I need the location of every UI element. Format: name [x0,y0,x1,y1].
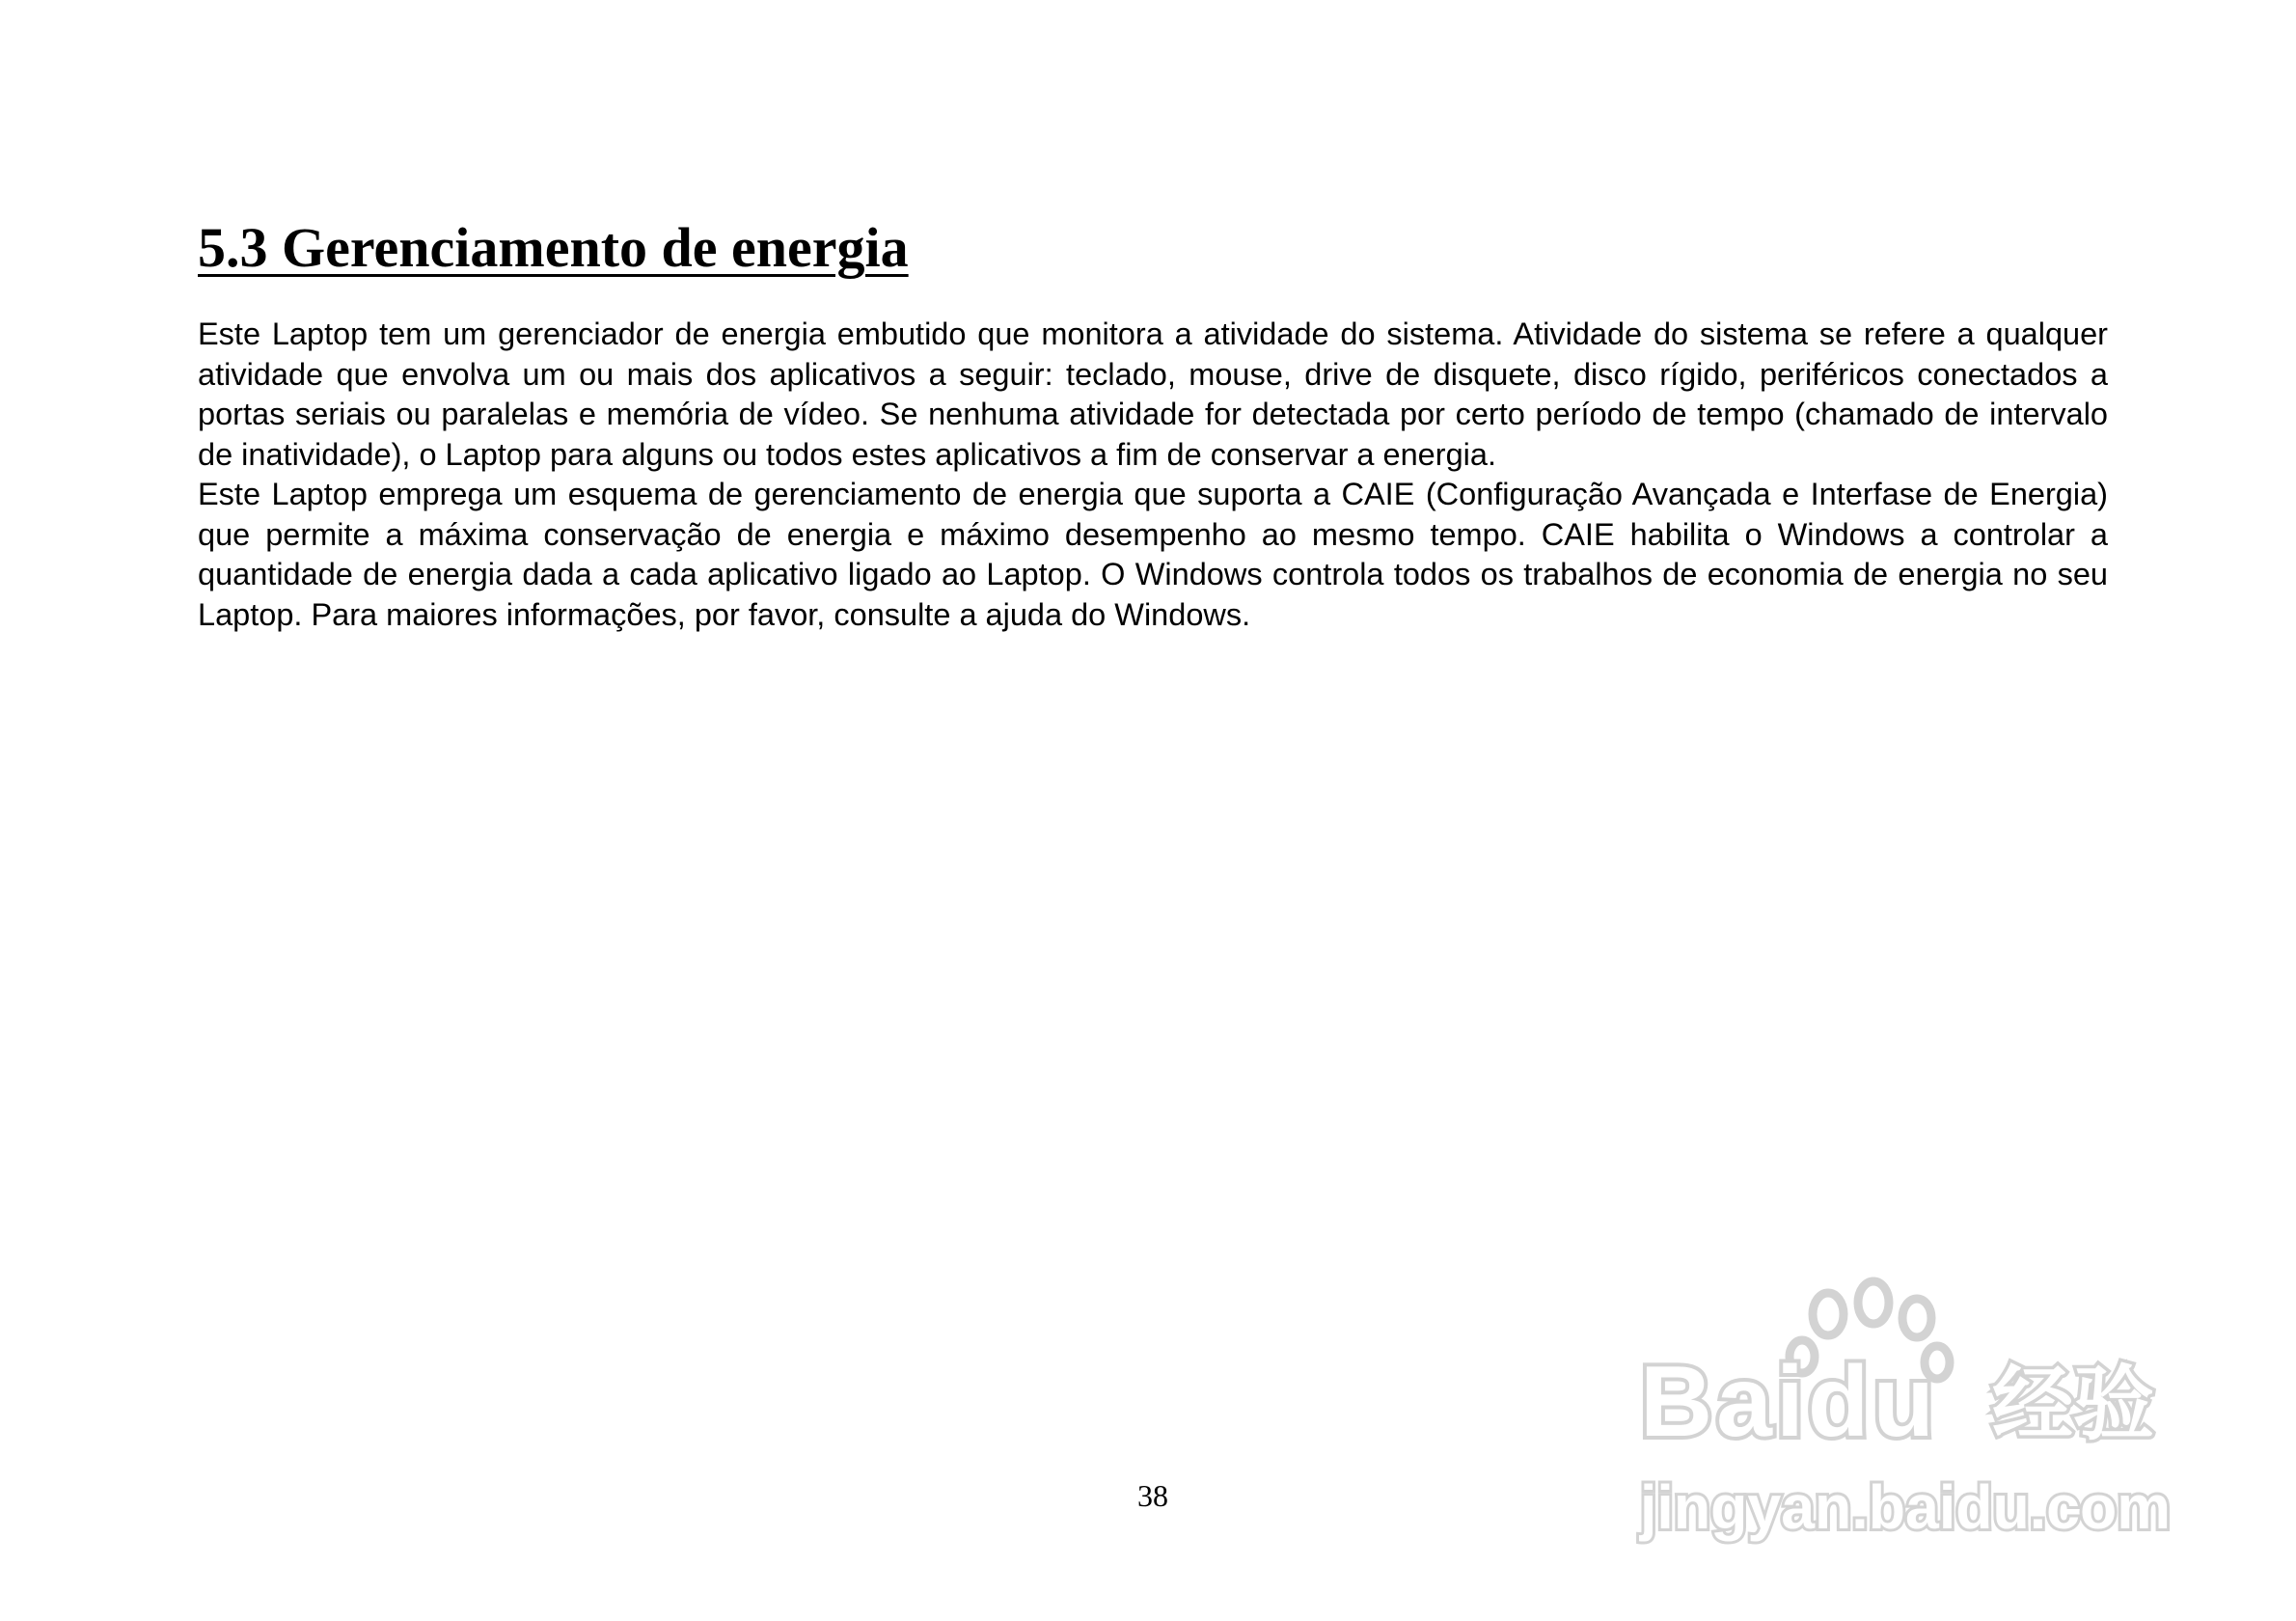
watermark-brand-text [1639,1346,2171,1542]
svg-text:经验: 经验 [1992,1357,2155,1451]
baidu-jingyan-watermark [1630,1274,2180,1553]
svg-text:jingyan.baidu.com: jingyan.baidu.com [1639,1472,2171,1542]
page-number: 38 [1137,1478,1168,1513]
svg-text:Baidu: Baidu [1640,1346,1938,1458]
section-title: 5.3 Gerenciamento de energia [198,216,909,279]
paragraph-power-manager: Este Laptop tem um gerenciador de energia embutido que monitora a atividade do sistema. Atividade do sistema se refere a qualquer atividade que envolva um ou mais dos aplicativos a seguir: teclado, mouse, drive de disquete, disco rígido, periféricos conectados a portas seriais ou paralelas e memória de vídeo. Se nenhuma atividade for detectada por certo período de tempo (chamado de intervalo de inatividade), o Laptop para alguns ou todos estes aplicativos a fim de conservar a energia. [198,316,2108,472]
paragraph-caie-scheme: Este Laptop emprega um esquema de gerenciamento de energia que suporta a CAIE (Configuração Avançada e Interfase de Energia) que permite a máxima conservação de energia e máximo desempenho ao mesmo tempo. CAIE habilita o Windows a controlar a quantidade de energia dada a cada aplicativo ligado ao Laptop. O Windows controla todos os trabalhos de economia de energia no seu Laptop. Para maiores informações, por favor, consulte a ajuda do Windows. [198,477,2108,632]
section-body [198,315,2108,635]
